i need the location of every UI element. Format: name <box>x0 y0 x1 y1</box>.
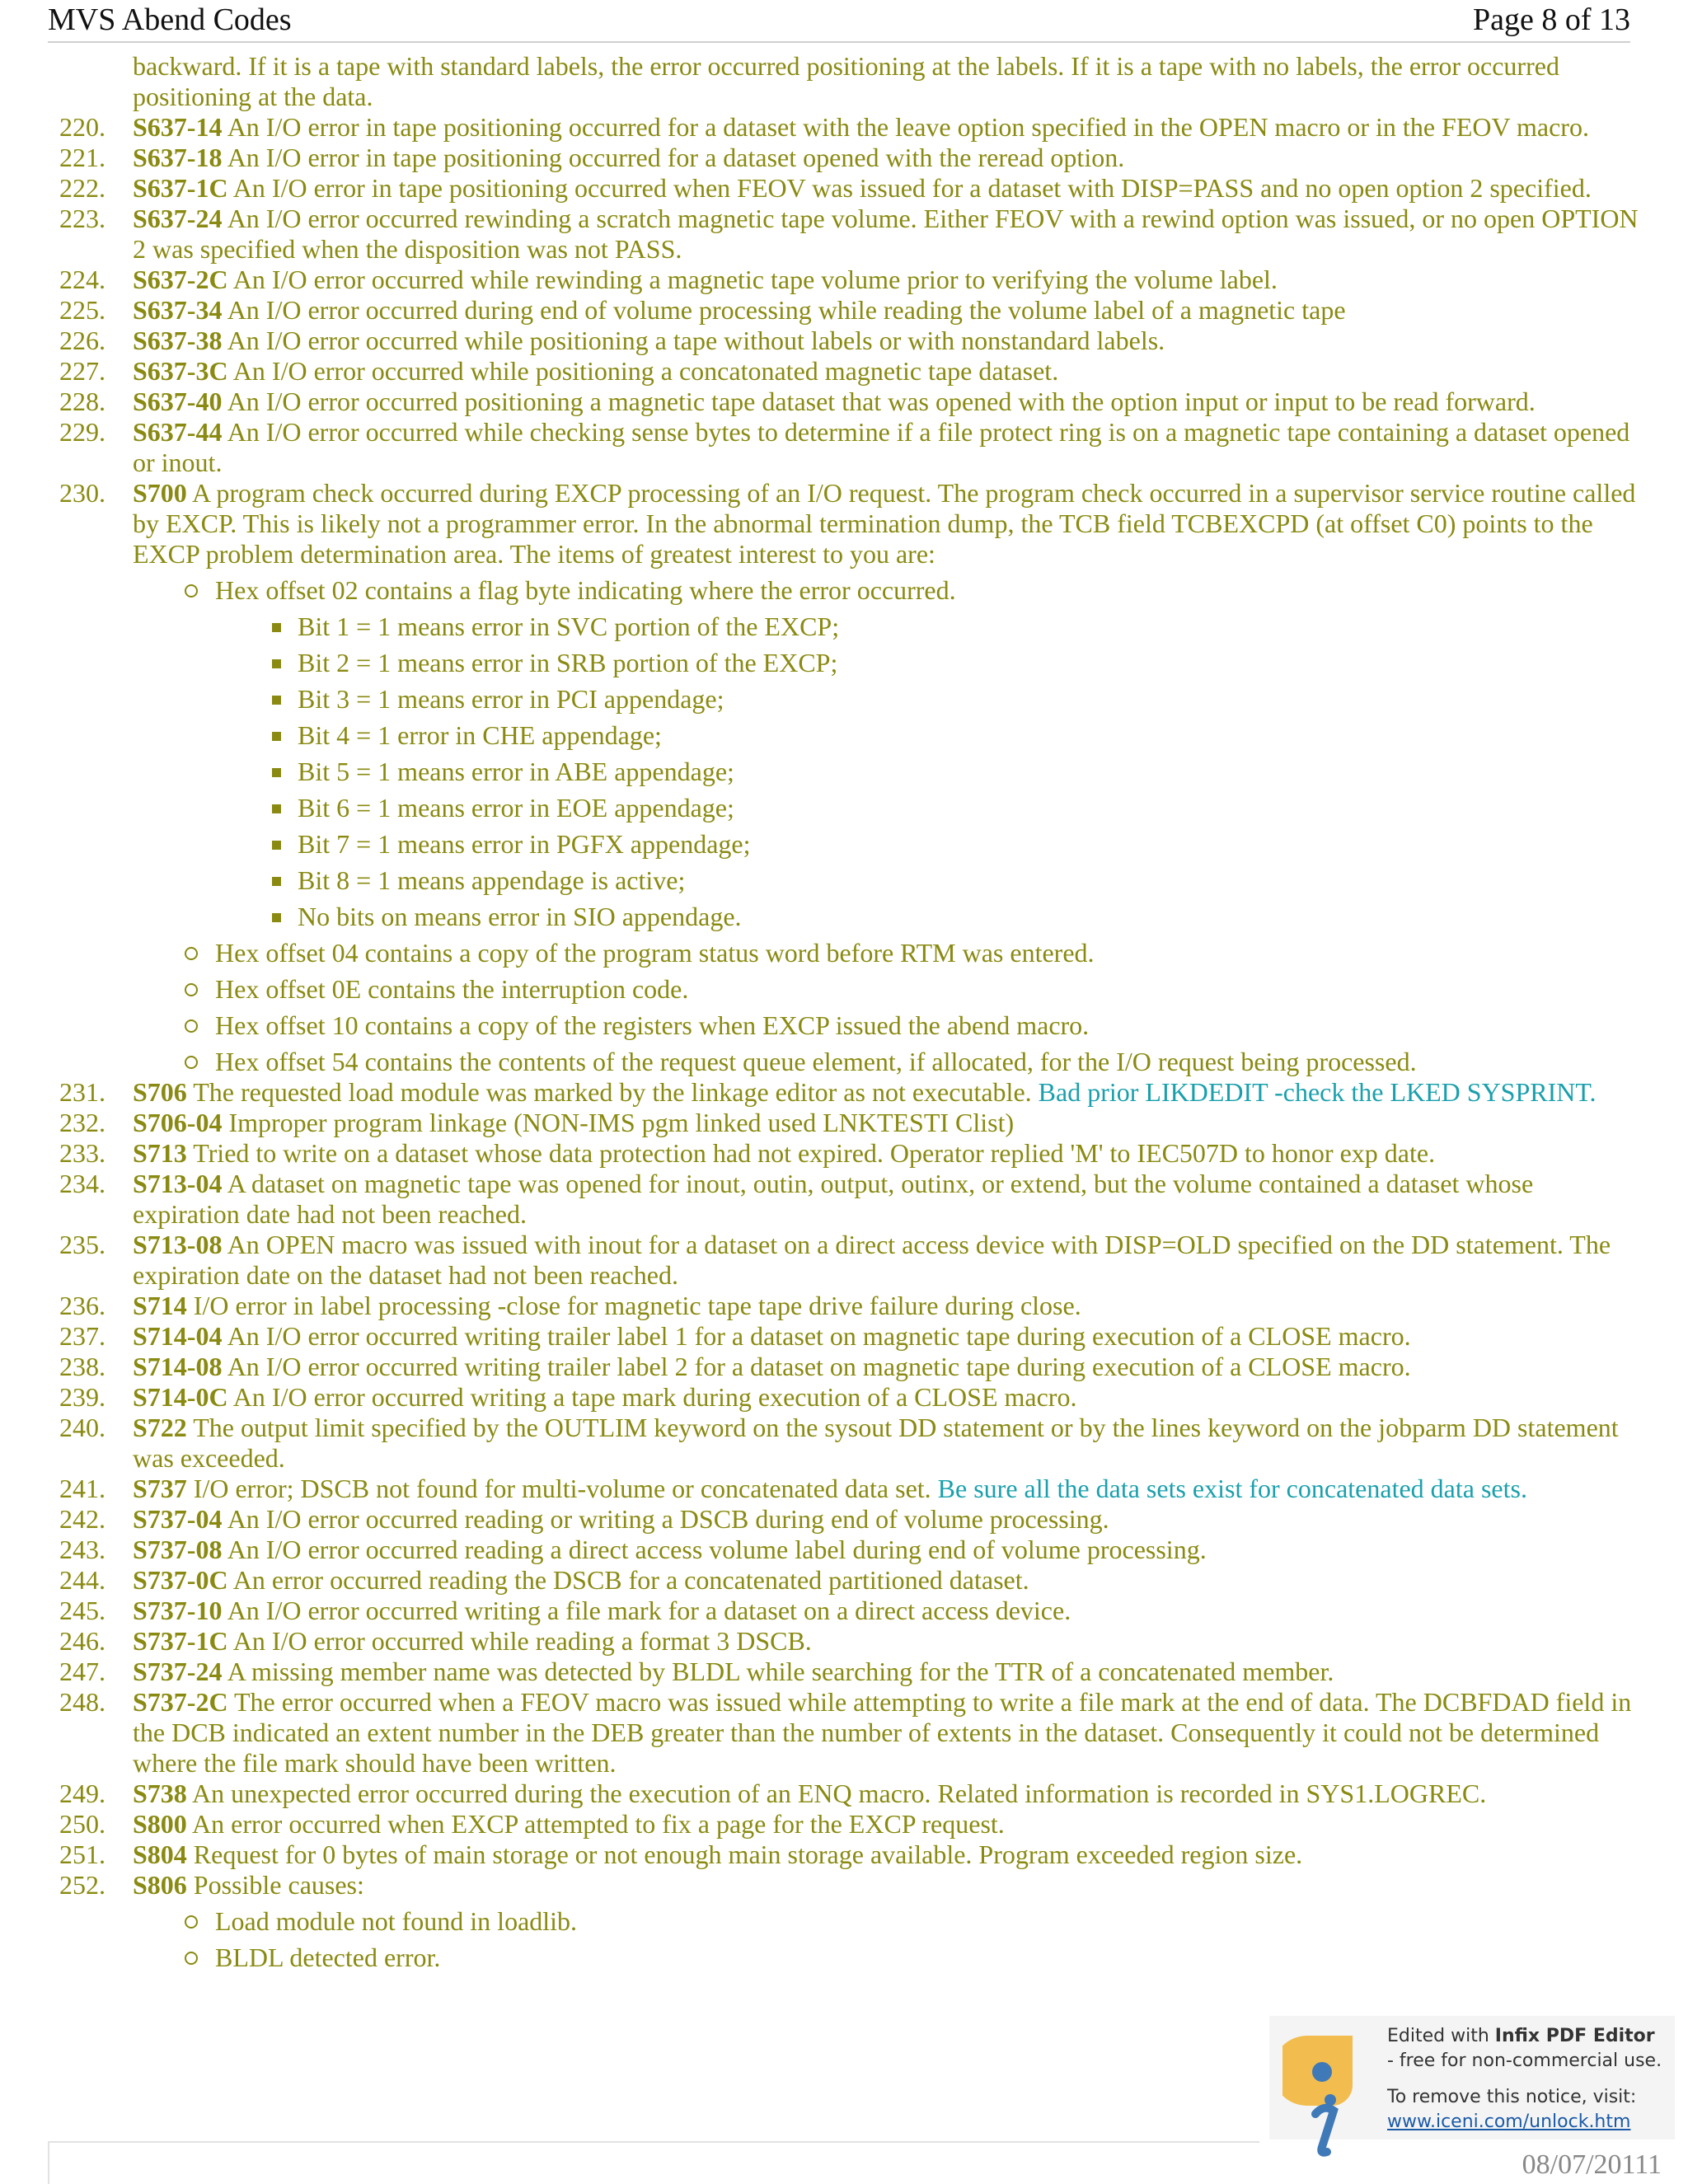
list-item <box>0 387 1640 417</box>
item-number: 252. <box>59 1870 106 1900</box>
abend-code: S637-2C <box>133 265 228 294</box>
abend-description: An I/O error occurred positioning a magnetic tape dataset that was opened with the option input or input to be read forward. <box>222 387 1536 416</box>
s806-causes <box>0 1906 1640 1973</box>
item-number: 223. <box>59 204 106 233</box>
square-bullet-icon <box>272 877 281 886</box>
item-number: 220. <box>59 112 106 142</box>
abend-code: S714 <box>133 1291 187 1320</box>
document-title: MVS Abend Codes <box>48 2 292 37</box>
list-item <box>0 1565 1640 1596</box>
list-item <box>0 1657 1640 1687</box>
list-item <box>0 326 1640 356</box>
list-item <box>0 417 1640 478</box>
abend-description: An I/O error occurred while reading a format 3 DSCB. <box>227 1626 812 1656</box>
item-number: 245. <box>59 1596 106 1625</box>
item-number: 249. <box>59 1779 106 1808</box>
list-item <box>0 1596 1640 1626</box>
abend-description: An I/O error occurred while positioning a tape without labels or with nonstandard labels. <box>222 326 1165 355</box>
abend-description: An I/O error occurred while checking sense bytes to determine if a file protect ring is on a magnetic tape containing a dataset opened or inout. <box>133 417 1630 477</box>
item-number: 250. <box>59 1809 106 1839</box>
abend-code: S737-24 <box>133 1657 223 1686</box>
item-number: 241. <box>59 1474 106 1503</box>
circle-bullet-icon <box>185 983 198 996</box>
abend-description: An I/O error occurred reading or writing a DSCB during end of volume processing. <box>222 1504 1109 1534</box>
item-number: 227. <box>59 356 106 386</box>
abend-description: An I/O error occurred while positioning a concatonated magnetic tape dataset. <box>227 356 1059 386</box>
list-item <box>0 1382 1640 1413</box>
item-number: 240. <box>59 1413 106 1442</box>
item-number: 246. <box>59 1626 106 1656</box>
abend-description: I/O error; DSCB not found for multi-volume or concatenated data set. <box>186 1474 938 1503</box>
list-part-2 <box>0 1077 1640 1900</box>
abend-description: An error occurred reading the DSCB for a concatenated partitioned dataset. <box>227 1565 1029 1595</box>
abend-description: An I/O error occurred reading a direct access volume label during end of volume processing. <box>222 1535 1207 1564</box>
item-number: 228. <box>59 387 106 416</box>
list-item <box>0 1809 1640 1840</box>
list-item <box>0 1504 1640 1535</box>
abend-code: S713-04 <box>133 1169 223 1198</box>
list-item <box>0 1108 1640 1138</box>
infix-watermark <box>1269 2016 1675 2139</box>
list-item <box>0 1413 1640 1474</box>
abend-code: S806 <box>133 1870 187 1900</box>
list-item <box>0 204 1640 265</box>
abend-code: S722 <box>133 1413 187 1442</box>
item-number: 225. <box>59 295 106 325</box>
abend-code: S637-24 <box>133 204 223 233</box>
abend-description: The requested load module was marked by the linkage editor as not executable. <box>186 1077 1039 1107</box>
list-item <box>0 1077 1640 1108</box>
abend-code: S737-08 <box>133 1535 223 1564</box>
list-item <box>0 1138 1640 1169</box>
abend-code: S737-0C <box>133 1565 228 1595</box>
square-bullet-icon <box>272 696 281 705</box>
sub-item: Hex offset 10 contains a copy of the registers when EXCP issued the abend macro. <box>0 1010 1640 1041</box>
list-item <box>0 1291 1640 1321</box>
abend-code: S714-08 <box>133 1352 223 1381</box>
list-item <box>0 478 1640 569</box>
abend-description: A dataset on magnetic tape was opened for inout, outin, output, outinx, or extend, but the volume contained a dataset whose expiration date had not been reached. <box>133 1169 1534 1229</box>
abend-description: An OPEN macro was issued with inout for a dataset on a direct access device with DISP=OLD specified on the DD statement. The expiration date on the dataset had not been reached. <box>133 1230 1611 1290</box>
abend-description: An I/O error occurred writing a tape mark during execution of a CLOSE macro. <box>227 1382 1077 1412</box>
footer-date: 08/07/20111 <box>1522 2149 1662 2180</box>
abend-code: S637-1C <box>133 173 228 203</box>
bit-item: Bit 5 = 1 means error in ABE appendage; <box>0 757 1640 787</box>
list-item <box>0 173 1640 204</box>
item-number: 221. <box>59 143 106 172</box>
abend-code: S737-2C <box>133 1687 228 1717</box>
item-number: 226. <box>59 326 106 355</box>
item-number: 235. <box>59 1230 106 1259</box>
sub-item: Hex offset 54 contains the contents of the request queue element, if allocated, for the I/O request being processed. <box>0 1047 1640 1077</box>
abend-description: An I/O error in tape positioning occurred when FEOV was issued for a dataset with DISP=PASS and no open option 2 specified. <box>227 173 1592 203</box>
abend-code: S800 <box>133 1809 187 1839</box>
highlighted-note: Be sure all the data sets exist for concatenated data sets. <box>937 1474 1527 1503</box>
abend-description: An unexpected error occurred during the execution of an ENQ macro. Related information is recorded in SYS1.LOGREC. <box>186 1779 1487 1808</box>
square-bullet-icon <box>272 623 281 632</box>
list-item <box>0 1687 1640 1779</box>
abend-description: Improper program linkage (NON-IMS pgm linked used LNKTESTI Clist) <box>222 1108 1015 1137</box>
list-item <box>0 1535 1640 1565</box>
list-item <box>0 1840 1640 1870</box>
list-item <box>0 1169 1640 1230</box>
abend-code: S637-38 <box>133 326 223 355</box>
abend-code: S637-14 <box>133 112 223 142</box>
watermark-text: Edited with Infix PDF Editor - free for non-commercial use. To remove this notice, visit: www.iceni.com/unlock.htm <box>1387 2024 1667 2135</box>
bit-item: Bit 6 = 1 means error in EOE appendage; <box>0 793 1640 823</box>
item-number: 244. <box>59 1565 106 1595</box>
abend-code: S804 <box>133 1840 187 1869</box>
list-item <box>0 295 1640 326</box>
abend-code: S713-08 <box>133 1230 223 1259</box>
abend-code: S637-34 <box>133 295 223 325</box>
abend-description: The error occurred when a FEOV macro was issued while attempting to write a file mark at the end of data. The DCBFDAD field in the DCB indicated an extent number in the DEB greater than the number of extents in the dataset. Consequently it could not be determined where the file mark should have been written. <box>133 1687 1632 1778</box>
abend-code: S706-04 <box>133 1108 223 1137</box>
highlighted-note: Bad prior LIKDEDIT -check the LKED SYSPRINT. <box>1038 1077 1597 1107</box>
intro-continuation: backward. If it is a tape with standard labels, the error occurred positioning at the labels. If it is a tape with no labels, the error occurred positioning at the data. <box>133 51 1559 111</box>
unlock-link[interactable]: www.iceni.com/unlock.htm <box>1387 2111 1631 2132</box>
square-bullet-icon <box>272 804 281 813</box>
list-item <box>0 1230 1640 1291</box>
s700-details <box>0 575 1640 1077</box>
abend-description: I/O error in label processing -close for magnetic tape tape drive failure during close. <box>186 1291 1081 1320</box>
item-number: 229. <box>59 417 106 447</box>
item-number: 231. <box>59 1077 106 1107</box>
bit-item: No bits on means error in SIO appendage. <box>0 902 1640 932</box>
abend-code-list <box>0 51 1640 1973</box>
list-item <box>0 143 1640 173</box>
square-bullet-icon <box>272 659 281 668</box>
bit-item: Bit 7 = 1 means error in PGFX appendage; <box>0 829 1640 860</box>
bit-item: Bit 8 = 1 means appendage is active; <box>0 865 1640 896</box>
list-item <box>0 265 1640 295</box>
item-number: 233. <box>59 1138 106 1168</box>
abend-description: An I/O error occurred writing trailer label 2 for a dataset on magnetic tape during execution of a CLOSE macro. <box>222 1352 1411 1381</box>
item-number: 239. <box>59 1382 106 1412</box>
abend-code: S637-18 <box>133 143 223 172</box>
abend-code: S637-40 <box>133 387 223 416</box>
abend-description: Request for 0 bytes of main storage or not enough main storage available. Program exceeded region size. <box>186 1840 1303 1869</box>
abend-code: S714-04 <box>133 1321 223 1351</box>
item-number: 232. <box>59 1108 106 1137</box>
abend-description: An I/O error occurred while rewinding a magnetic tape volume prior to verifying the volume label. <box>227 265 1278 294</box>
circle-bullet-icon <box>185 584 198 598</box>
abend-code: S706 <box>133 1077 187 1107</box>
square-bullet-icon <box>272 841 281 850</box>
page-edge <box>48 2143 49 2184</box>
square-bullet-icon <box>272 732 281 741</box>
list-item <box>0 1321 1640 1352</box>
abend-description: An I/O error occurred rewinding a scratch magnetic tape volume. Either FEOV with a rewind option was issued, or no open OPTION 2 was specified when the disposition was not PASS. <box>133 204 1639 264</box>
list-item <box>0 1474 1640 1504</box>
page-header <box>48 0 1630 43</box>
item-number: 236. <box>59 1291 106 1320</box>
abend-description: An I/O error occurred during end of volume processing while reading the volume label of a magnetic tape <box>222 295 1346 325</box>
item-number: 222. <box>59 173 106 203</box>
abend-code: S737-1C <box>133 1626 228 1656</box>
sub-item: Hex offset 0E contains the interruption code. <box>0 974 1640 1005</box>
abend-description: An error occurred when EXCP attempted to fix a page for the EXCP request. <box>186 1809 1005 1839</box>
item-number: 243. <box>59 1535 106 1564</box>
abend-code: S713 <box>133 1138 187 1168</box>
list-item <box>0 112 1640 143</box>
item-number: 237. <box>59 1321 106 1351</box>
abend-description: An I/O error occurred writing trailer label 1 for a dataset on magnetic tape during execution of a CLOSE macro. <box>222 1321 1411 1351</box>
bit-item: Bit 4 = 1 error in CHE appendage; <box>0 720 1640 751</box>
abend-code: S637-3C <box>133 356 228 386</box>
bit-item: Bit 2 = 1 means error in SRB portion of the EXCP; <box>0 648 1640 678</box>
square-bullet-icon <box>272 913 281 922</box>
abend-description: Possible causes: <box>186 1870 364 1900</box>
abend-code: S738 <box>133 1779 187 1808</box>
square-bullet-icon <box>272 768 281 777</box>
item-number: 230. <box>59 478 106 508</box>
item-number: 242. <box>59 1504 106 1534</box>
abend-code: S737 <box>133 1474 187 1503</box>
list-part-1 <box>0 112 1640 569</box>
abend-code: S700 <box>133 478 187 508</box>
abend-code: S737-10 <box>133 1596 223 1625</box>
bit-item: Bit 1 = 1 means error in SVC portion of the EXCP; <box>0 612 1640 642</box>
item-number: 251. <box>59 1840 106 1869</box>
abend-description: The output limit specified by the OUTLIM keyword on the sysout DD statement or by the lines keyword on the jobparm DD statement was exceeded. <box>133 1413 1619 1473</box>
list-item <box>0 356 1640 387</box>
page-number: Page 8 of 13 <box>1472 2 1630 37</box>
abend-description: An I/O error in tape positioning occurred for a dataset opened with the reread option. <box>222 143 1125 172</box>
cause-item: BLDL detected error. <box>0 1943 1640 1973</box>
abend-description: An I/O error in tape positioning occurred for a dataset with the leave option specified in the OPEN macro or in the FEOV macro. <box>222 112 1589 142</box>
item-number: 247. <box>59 1657 106 1686</box>
abend-description: Tried to write on a dataset whose data protection had not expired. Operator replied 'M' to IEC507D to honor exp date. <box>186 1138 1436 1168</box>
item-number: 224. <box>59 265 106 294</box>
item-number: 238. <box>59 1352 106 1381</box>
circle-bullet-icon <box>185 1056 198 1069</box>
abend-code: S637-44 <box>133 417 223 447</box>
circle-bullet-icon <box>185 1019 198 1033</box>
circle-bullet-icon <box>185 1915 198 1929</box>
bit-item: Bit 3 = 1 means error in PCI appendage; <box>0 684 1640 715</box>
cause-item: Load module not found in loadlib. <box>0 1906 1640 1937</box>
list-item <box>0 1779 1640 1809</box>
footer-divider <box>48 2141 1259 2143</box>
item-number: 234. <box>59 1169 106 1198</box>
circle-bullet-icon <box>185 1952 198 1965</box>
item-number: 248. <box>59 1687 106 1717</box>
abend-code: S737-04 <box>133 1504 223 1534</box>
abend-description: A program check occurred during EXCP processing of an I/O request. The program check occurred in a supervisor service routine called by EXCP. This is likely not a programmer error. In the abnormal termination dump, the TCB field TCBEXCPD (at offset C0) points to the EXCP problem determination area. The items of greatest interest to you are: <box>133 478 1636 569</box>
abend-description: An I/O error occurred writing a file mark for a dataset on a direct access device. <box>222 1596 1071 1625</box>
infix-logo-icon <box>1282 2027 1362 2176</box>
sub-item: Hex offset 02 contains a flag byte indicating where the error occurred. <box>0 575 1640 606</box>
list-item <box>0 1870 1640 1900</box>
abend-description: A missing member name was detected by BLDL while searching for the TTR of a concatenated member. <box>222 1657 1334 1686</box>
list-item <box>0 1352 1640 1382</box>
sub-item: Hex offset 04 contains a copy of the program status word before RTM was entered. <box>0 938 1640 968</box>
abend-code: S714-0C <box>133 1382 228 1412</box>
list-item <box>0 1626 1640 1657</box>
circle-bullet-icon <box>185 947 198 960</box>
